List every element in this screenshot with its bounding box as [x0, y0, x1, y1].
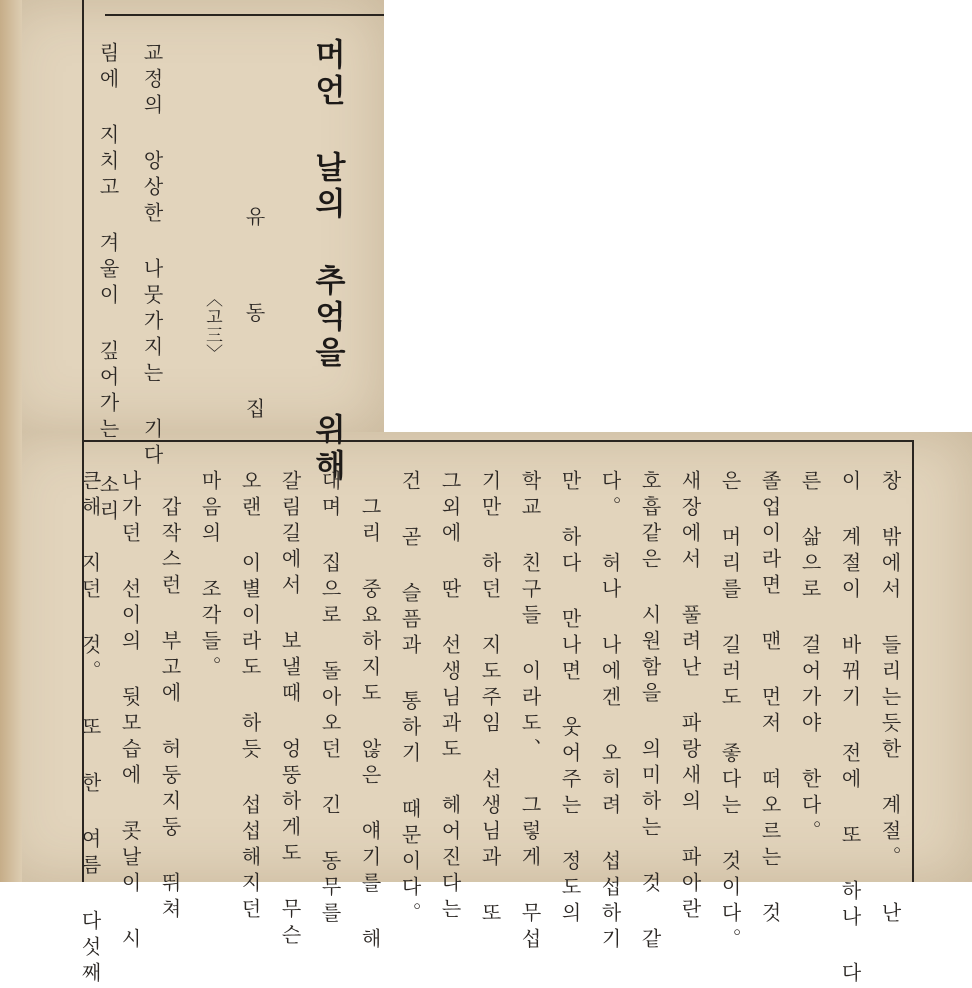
paper-edge — [0, 0, 22, 882]
article-title: 머언 날의 추억을 위해 — [309, 38, 345, 485]
text-column: 건 곧 슬픔과 통하기 때문이다。 — [398, 470, 422, 928]
text-column: 그리 중요하지도 않은 얘기를 해 — [358, 496, 382, 954]
text-column: 나가던 선이의 뒷모습에 콧날이 시 — [118, 470, 142, 954]
text-column: 갈림길에서 보낼때 엉뚱하게도 무슨 — [278, 470, 302, 950]
text-column: 기만 하던 지도주임 선생님과 또 — [478, 470, 502, 928]
text-column: 다。 허나 나에겐 오히려 섭섭하기 — [598, 470, 622, 954]
text-column: 갑작스런 부고에 허둥지둥 뛰쳐 — [158, 496, 182, 924]
middle-rule — [84, 440, 912, 442]
text-column: 만 하다 만나면 웃어주는 정도의 — [558, 470, 582, 928]
text-column: 른 삶으로 걸어가야 한다。 — [798, 470, 822, 846]
text-column: 학교 친구들 이라도、 그렇게 무섭 — [518, 470, 542, 954]
text-column: 새장에서 풀려난 파랑새의 파아란 — [678, 470, 702, 924]
text-column: 오랜 이별이라도 하듯 섭섭해지던 — [238, 470, 262, 924]
text-column: 졸업이라면 맨 먼저 떠오르는 것 — [758, 470, 782, 928]
text-column: 마음의 조각들。 — [198, 470, 222, 682]
text-column: 림에 지치고 겨울이 깊어가는 소리 — [96, 42, 120, 526]
text-column: 대며 집으로 돌아오던 긴 동무를 — [318, 470, 342, 928]
text-column: 창 밖에서 들리는듯한 계절。 난 — [878, 470, 902, 928]
author-grade: 〈고三〉 — [202, 290, 222, 362]
text-column: 큰해 지던 것。 또 한 여름 다섯째 — [78, 470, 102, 988]
text-column: 교정의 앙상한 나뭇가지는 기다 — [140, 42, 164, 470]
text-column: 그외에 딴 선생님과도 헤어진다는 — [438, 470, 462, 924]
top-rule — [105, 14, 384, 16]
text-column: 은 머리를 길러도 좋다는 것이다。 — [718, 470, 742, 954]
right-rule — [912, 440, 914, 882]
text-column: 이 계절이 바뀌기 전에 또 하나 다 — [838, 470, 862, 988]
text-column: 호흡같은 시원함을 의미하는 것 같 — [638, 470, 662, 954]
article-author: 유 동 집 — [242, 206, 266, 444]
